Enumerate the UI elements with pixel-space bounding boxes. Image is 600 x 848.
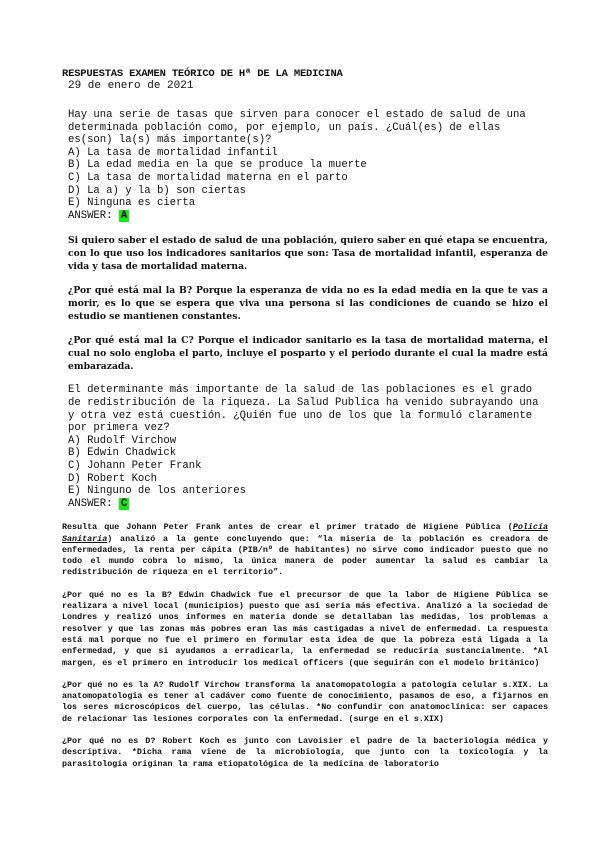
document-date: 29 de enero de 2021 [68, 80, 194, 92]
answer-value: A [120, 209, 128, 222]
question-2-text: El determinante más importante de la salud de las poblaciones es el grado de redistribución de la riqueza. La Salud Publica ha venido subrayando una y otra vez está cuestión. ¿Quién fue uno de los que la formuló claramente por primera vez? [68, 384, 539, 435]
option-item: B) La edad media en la que se produce la muerte [68, 159, 367, 172]
question-2-answer [68, 498, 548, 511]
option-item: A) Rudolf Virchow [68, 434, 177, 447]
question-1-options [68, 147, 548, 210]
policia-sanitaria-link: Policía Sanitaria [62, 522, 548, 544]
question-1-explanation: ¿Por qué está mal la B? Porque la esperanza de vida no es la edad media en la que te vas a morir, es lo que se espera que viva una persona si las condiciones de cuando se hizo el estudio se mantienen constantes. [68, 285, 548, 323]
question-1-text: Hay una serie de tasas que sirven para conocer el estado de salud de una determinada población como, por ejemplo, un país. ¿Cuál(es) de ellas es(son) la(s) más importante(s)? [68, 109, 526, 147]
document-title: RESPUESTAS EXAMEN TEÓRICO DE Hª DE LA MEDICINA [62, 68, 343, 80]
answer-label: ANSWER: [68, 209, 113, 222]
answer-label: ANSWER: [68, 497, 113, 510]
question-2-explanation: ¿Por qué no es la A? Rudolf Virchow transforma la anatomopatología a patología celular s.XIX. La anatomopatología es tener al cadáver como fuente de conocimiento, pasamos de eso, a fijarnos en los seres microscópicos del cuerpo, las células. *No confundir con anatomoclínica: ser capaces de relacionar las lesiones corporales con la enfermedad. (surge en el s.XIX) [62, 679, 548, 724]
option-item: A) La tasa de mortalidad infantil [68, 146, 278, 159]
option-item: D) Robert Koch [68, 472, 158, 485]
option-item: C) Johann Peter Frank [68, 459, 202, 472]
option-item: E) Ninguno de los anteriores [68, 485, 247, 498]
question-2-explanation: ¿Por qué no es la B? Edwin Chadwick fue el precursor de que la labor de Higiene Pública se realizara a nivel local (municipios) puesto que así sería más efectiva. Analizó a la sociedad de Londres y realizó unos informes en materia donde se detallaban las medidas, los problemas a resolver y que las zonas más pobres eran las más castigadas a nivel de enfermedad. La respuesta está mal porque no fue el primero en formular esta idea de que la pobreza está ligada a la enfermedad, y que si ayudamos a erradicarla, la enfermedad se reduciría sustancialmente. *Al margen, es el primero en introducir los medical officers (que seguirán con el modelo británico) [62, 589, 548, 668]
option-item: B) Edwin Chadwick [68, 447, 177, 460]
option-item: C) La tasa de mortalidad materna en el parto [68, 171, 348, 184]
question-1-answer [68, 210, 548, 223]
question-2-explanation [62, 522, 548, 578]
explanation-text: Resulta que Johann Peter Frank antes de crear el primer tratado de Higiene Pública ( [62, 522, 513, 533]
question-2-explanation: ¿Por qué no es D? Robert Koch es junto con Lavoisier el padre de la bacteriología médica y descriptiva. *Dicha rama viene de la microbiología, que junto con la toxicología y la parasitología originan la rama etiopatológica de la medicina de laboratorio [62, 736, 548, 769]
answer-value: C [120, 497, 128, 510]
question-2-options [68, 435, 548, 498]
question-1-explanation: Si quiero saber el estado de salud de una población, quiero saber en qué etapa se encuentra, con lo que uso los indicadores sanitarios que son: Tasa de mortalidad infantil, esperanza de vida y tasa de mortalidad materna. [68, 235, 548, 273]
explanation-text: ) analizó a la gente concluyendo que: “la miseria de la población es creadora de enfermedades, la renta per cápita (PIB/nº de habitantes) no sirve como indicador puesto que no todo el mundo cobra lo mismo, la única manera de poder aumentar la salud es cambiar la redistribución de riqueza en el territorio”. [62, 533, 548, 578]
option-item: D) La a) y la b) son ciertas [68, 184, 247, 197]
question-1-explanation: ¿Por qué está mal la C? Porque el indicador sanitario es la tasa de mortalidad materna, el cual no solo engloba el parto, incluye el posparto y el periodo durante el cual la madre está embarazada. [68, 335, 548, 373]
option-item: E) Ninguna es cierta [68, 197, 196, 210]
